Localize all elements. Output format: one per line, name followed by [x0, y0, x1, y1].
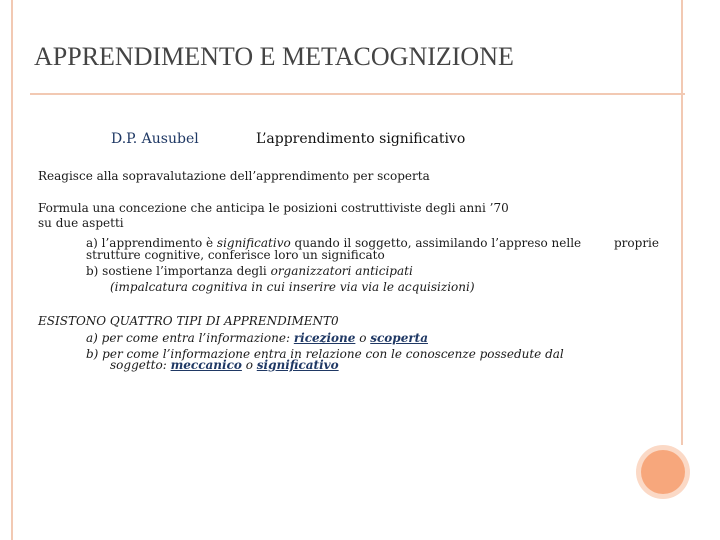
point-a-line-2: strutture cognitive, conferisce loro un significato	[86, 248, 385, 262]
point-a-italic: significativo	[216, 236, 291, 250]
slide-title: APPRENDIMENTO E METACOGNIZIONE	[34, 42, 514, 71]
types-a-prefix: a) per come entra l’informazione:	[86, 331, 294, 345]
types-b-or: o	[241, 358, 257, 372]
point-a-right-word: proprie	[614, 236, 659, 250]
point-a-prefix: a) l’apprendimento è	[86, 236, 217, 250]
types-b-line-2	[110, 358, 339, 372]
subtitle-label: L’apprendimento significativo	[256, 131, 466, 147]
ricezione-link[interactable]: ricezione	[293, 331, 356, 345]
types-a-or: o	[355, 331, 371, 345]
title-divider	[30, 93, 685, 95]
author-label: D.P. Ausubel	[111, 131, 199, 147]
point-a-suffix: quando il soggetto, assimilando l’appreso nelle	[290, 236, 582, 250]
point-b-prefix: b) sostiene l’importanza degli	[86, 264, 271, 278]
frame-right-line	[681, 0, 683, 445]
frame-left-line	[11, 0, 13, 540]
meccanico-link[interactable]: meccanico	[170, 358, 242, 372]
point-b-line-2: (impalcatura cognitiva in cui inserire via via le acquisizioni)	[110, 280, 475, 294]
paragraph-2-line-1: Formula una concezione che anticipa le posizioni costruttiviste degli anni ’70	[38, 201, 509, 215]
point-b-italic: organizzatori anticipati	[270, 264, 413, 278]
decorative-circle-inner	[641, 450, 685, 494]
scoperta-link[interactable]: scoperta	[370, 331, 428, 345]
types-b-line-1: b) per come l’informazione entra in relazione con le conoscenze possedute dal	[86, 347, 564, 361]
paragraph-1: Reagisce alla sopravalutazione dell’apprendimento per scoperta	[38, 169, 430, 183]
significativo-link[interactable]: significativo	[256, 358, 339, 372]
paragraph-2-line-2: su due aspetti	[38, 216, 124, 230]
types-heading: ESISTONO QUATTRO TIPI DI APPRENDIMENT0	[38, 314, 339, 328]
types-a-line	[86, 331, 428, 345]
types-b-prefix: soggetto:	[110, 358, 171, 372]
point-b-line-1	[86, 264, 413, 278]
